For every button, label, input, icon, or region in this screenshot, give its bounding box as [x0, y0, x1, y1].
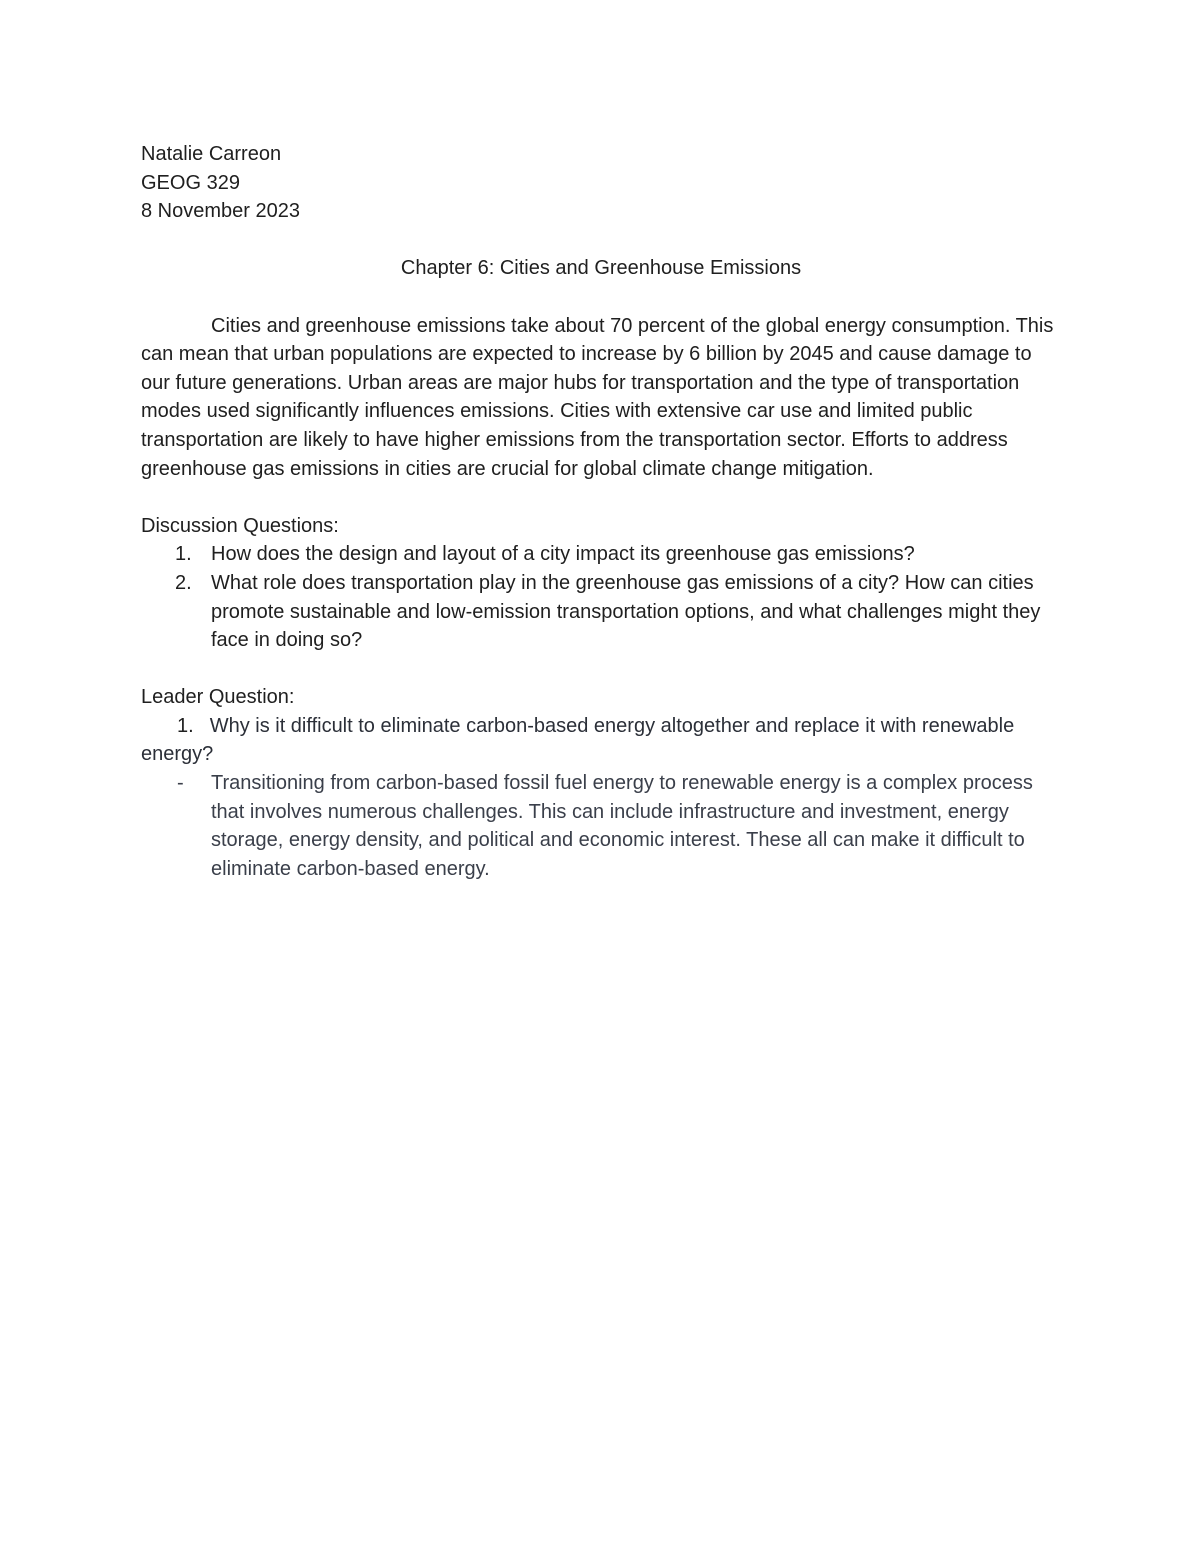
leader-answer-list: [141, 769, 1061, 883]
leader-answer-text: Transitioning from carbon-based fossil fuel energy to renewable energy is a complex process that involves numerous challenges. This can include infrastructure and investment, energy storage, energy density, and political and economic interest. These all can make it difficult to eliminate carbon-based energy.: [211, 772, 1033, 880]
list-item: [141, 769, 1061, 883]
discussion-list: [141, 540, 1061, 654]
list-item: [141, 540, 1061, 569]
leader-heading: Leader Question:: [141, 686, 295, 709]
dash-marker: -: [177, 772, 184, 795]
author-name: Natalie Carreon: [141, 143, 282, 165]
summary-paragraph: Cities and greenhouse emissions take about 70 percent of the global energy consumption. This can mean that urban populations are expected to increase by 6 billion by 2045 and cause damage to our future generations. Urban areas are major hubs for transportation and the type of transportation modes used significantly influences emissions. Cities with extensive car use and limited public transportation are likely to have higher emissions from the transportation sector. Efforts to address greenhouse gas emissions in cities are crucial for global climate change mitigation.: [141, 314, 1054, 480]
discussion-question-text: What role does transportation play in the greenhouse gas emissions of a city? How can cities promote sustainable and low-emission transportation options, and what challenges might they face in doing so?: [211, 571, 1041, 652]
leader-question: [141, 712, 1061, 769]
list-number: 1.: [177, 714, 194, 737]
course-code: GEOG 329: [141, 171, 240, 194]
document-body: [141, 140, 1061, 883]
list-item: [141, 569, 1061, 655]
leader-question-text: Why is it difficult to eliminate carbon-based energy altogether and replace it with renewable energy?: [141, 714, 1015, 766]
discussion-question-text: How does the design and layout of a city impact its greenhouse gas emissions?: [211, 543, 915, 566]
document-title: Chapter 6: Cities and Greenhouse Emissions: [400, 257, 802, 280]
discussion-heading: Discussion Questions:: [141, 514, 339, 537]
document-date: 8 November 2023: [141, 200, 300, 223]
list-number: 2.: [175, 571, 192, 594]
list-number: 1.: [175, 543, 192, 566]
header-block: [141, 140, 1061, 226]
